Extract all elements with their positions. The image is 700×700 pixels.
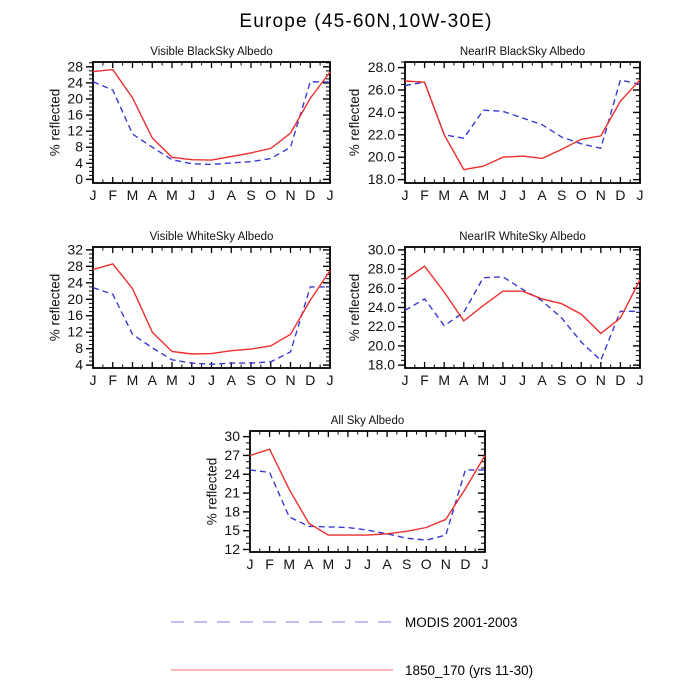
y-tick-label: 15: [224, 522, 240, 539]
chart-visible-whitesky-albedo: [31, 221, 346, 399]
y-tick-label: 27: [224, 446, 240, 463]
x-tick-label: O: [420, 556, 432, 572]
legend-item-modis: [170, 612, 518, 632]
plot-title: Visible BlackSky Albedo: [150, 46, 273, 58]
y-tick-label: 0: [75, 170, 83, 187]
x-tick-label: J: [401, 187, 409, 203]
y-tick-label: 28: [67, 58, 83, 75]
x-tick-label: A: [147, 372, 157, 388]
y-tick-label: 22.0: [367, 126, 395, 143]
plot-frame: [405, 247, 640, 368]
x-tick-label: S: [246, 187, 256, 203]
y-tick-label: 20.0: [367, 148, 395, 165]
y-tick-label: 20: [67, 290, 83, 307]
x-tick-label: S: [556, 187, 567, 203]
chart-nearir-whitesky-albedo: [343, 221, 656, 399]
plot-canvas: [31, 36, 346, 209]
plot-title: NearIR BlackSky Albedo: [459, 46, 586, 58]
x-tick-label: J: [246, 556, 254, 572]
y-tick-label: 26.0: [367, 279, 395, 296]
x-tick-label: A: [459, 187, 469, 203]
y-tick-label: 28.0: [367, 59, 395, 76]
x-tick-label: J: [499, 187, 507, 203]
x-tick-label: J: [208, 372, 215, 388]
y-tick-label: 20.0: [367, 337, 395, 354]
x-tick-label: J: [401, 372, 409, 388]
model-legend-line-icon: [170, 667, 394, 673]
plot-title: NearIR WhiteSky Albedo: [459, 231, 586, 243]
plot-title: All Sky Albedo: [330, 415, 405, 427]
x-tick-label: A: [459, 372, 469, 388]
y-tick-label: 21: [224, 484, 240, 501]
y-tick-label: 18.0: [367, 171, 395, 188]
x-tick-label: J: [481, 556, 489, 572]
modis-legend-line-icon: [170, 619, 394, 625]
y-tick-label: 8: [75, 340, 83, 357]
x-tick-label: A: [226, 372, 236, 388]
x-tick-label: S: [246, 372, 256, 388]
modis-line: [93, 287, 330, 364]
x-tick-label: N: [285, 372, 296, 388]
legend-item-model: [170, 660, 533, 680]
x-tick-label: J: [326, 187, 334, 203]
x-tick-label: D: [305, 372, 316, 388]
x-tick-label: D: [615, 372, 626, 388]
x-tick-label: N: [440, 556, 451, 572]
x-tick-label: A: [537, 372, 547, 388]
plot-frame: [93, 247, 330, 368]
y-axis-label: % reflected: [346, 273, 362, 342]
x-tick-label: J: [208, 187, 215, 203]
model-line: [405, 80, 640, 170]
y-tick-label: 32: [67, 241, 83, 258]
x-tick-label: M: [477, 372, 490, 388]
plot-canvas: [188, 405, 501, 578]
y-tick-label: 4: [75, 154, 83, 171]
modis-line: [405, 80, 640, 148]
modis-line: [405, 277, 640, 361]
x-tick-label: N: [285, 187, 296, 203]
x-tick-label: F: [265, 556, 274, 572]
y-tick-label: 24: [67, 274, 83, 291]
legend-label-model: 1850_170 (yrs 11-30): [405, 662, 534, 678]
x-tick-label: J: [89, 187, 97, 203]
chart-visible-blacksky-albedo: [31, 36, 346, 214]
y-tick-label: 8: [75, 138, 83, 155]
x-tick-label: M: [126, 372, 139, 388]
y-tick-label: 18: [224, 503, 240, 520]
x-tick-label: M: [438, 187, 451, 203]
x-tick-label: J: [499, 372, 507, 388]
x-tick-label: F: [420, 187, 429, 203]
x-tick-label: M: [166, 187, 178, 203]
y-tick-label: 12: [67, 323, 83, 340]
y-tick-label: 30.0: [367, 241, 395, 258]
y-tick-label: 4: [75, 356, 83, 373]
y-tick-label: 18.0: [367, 356, 395, 373]
chart-all-sky-albedo: [188, 405, 501, 583]
x-tick-label: J: [188, 187, 196, 203]
y-tick-label: 30: [224, 428, 240, 445]
x-tick-label: A: [382, 556, 392, 572]
y-tick-label: 28.0: [367, 260, 395, 277]
y-axis-label: % reflected: [47, 88, 63, 157]
x-tick-label: F: [420, 372, 429, 388]
x-tick-label: J: [344, 556, 352, 572]
modis-line: [93, 82, 330, 165]
y-axis-label: % reflected: [346, 88, 362, 157]
x-tick-label: D: [460, 556, 471, 572]
x-tick-label: F: [108, 372, 118, 388]
plot-canvas: [31, 221, 346, 394]
x-tick-label: M: [166, 372, 178, 388]
x-tick-label: J: [188, 372, 196, 388]
x-tick-label: J: [636, 372, 644, 388]
plot-title: Visible WhiteSky Albedo: [149, 231, 274, 243]
y-tick-label: 16: [67, 106, 83, 123]
x-tick-label: A: [304, 556, 314, 572]
model-line: [405, 266, 640, 333]
x-tick-label: J: [519, 372, 526, 388]
y-tick-label: 12: [67, 122, 83, 139]
y-tick-label: 20: [67, 90, 83, 107]
y-tick-label: 24.0: [367, 103, 395, 120]
chart-nearir-blacksky-albedo: [343, 36, 656, 214]
y-tick-label: 22.0: [367, 318, 395, 335]
x-tick-label: O: [265, 372, 277, 388]
x-tick-label: A: [147, 187, 157, 203]
plot-canvas: [343, 221, 656, 394]
x-tick-label: N: [595, 372, 606, 388]
model-line: [93, 70, 330, 161]
x-tick-label: S: [401, 556, 412, 572]
x-tick-label: M: [283, 556, 296, 572]
x-tick-label: M: [438, 372, 451, 388]
y-tick-label: 24.0: [367, 299, 395, 315]
y-tick-label: 26.0: [367, 81, 395, 98]
y-axis-label: % reflected: [47, 273, 63, 342]
x-tick-label: M: [322, 556, 335, 572]
y-axis-label: % reflected: [204, 457, 220, 526]
main-title: Europe (45-60N,10W-30E): [239, 11, 493, 32]
x-tick-label: N: [595, 187, 606, 203]
x-tick-label: D: [615, 187, 626, 203]
x-tick-label: A: [226, 187, 236, 203]
plot-canvas: [343, 36, 656, 209]
x-tick-label: D: [305, 187, 316, 203]
y-tick-label: 24: [224, 465, 240, 482]
x-tick-label: J: [519, 187, 526, 203]
x-tick-label: J: [636, 187, 644, 203]
plot-frame: [250, 431, 485, 552]
x-tick-label: A: [537, 187, 547, 203]
x-tick-label: M: [126, 187, 139, 203]
x-tick-label: J: [326, 372, 334, 388]
y-tick-label: 16: [67, 307, 83, 324]
x-tick-label: F: [108, 187, 118, 203]
legend-label-modis: MODIS 2001-2003: [405, 614, 518, 630]
y-tick-label: 12: [224, 540, 240, 557]
plot-frame: [93, 62, 330, 183]
x-tick-label: S: [556, 372, 567, 388]
x-tick-label: O: [265, 187, 277, 203]
x-tick-label: O: [575, 372, 587, 388]
x-tick-label: O: [575, 187, 587, 203]
x-tick-label: J: [364, 556, 371, 572]
y-tick-label: 28: [67, 257, 83, 274]
x-tick-label: M: [477, 187, 490, 203]
y-tick-label: 24: [67, 74, 83, 91]
x-tick-label: J: [89, 372, 97, 388]
